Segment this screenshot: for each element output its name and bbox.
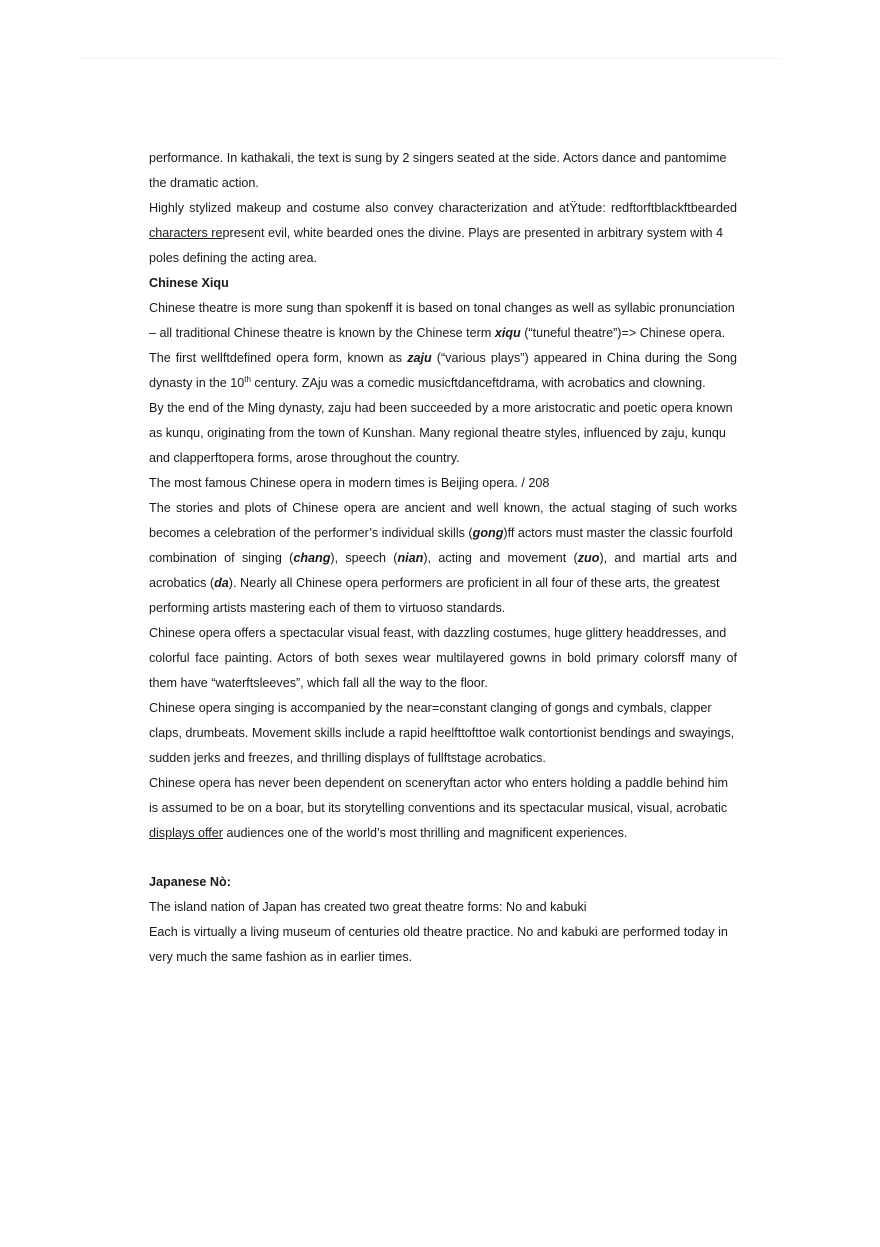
paragraph-line: Chinese opera has never been dependent on sceneryftan actor who enters holding a paddle behind him — [149, 776, 729, 790]
paragraph-line: poles defining the acting area. — [149, 251, 318, 265]
term-emphasis: chang — [293, 551, 331, 565]
paragraph-line: and clapperftopera forms, arose throughout the country. — [149, 451, 460, 465]
paragraph-line: Chinese theatre is more sung than spokenff it is based on tonal changes as well as syllabic pronunciation — [149, 301, 735, 315]
paragraph-line: performing artists mastering each of them to virtuoso standards. — [149, 601, 506, 615]
paragraph-line: very much the same fashion as in earlier times. — [149, 950, 413, 964]
paragraph-line: colorful face painting. Actors of both sexes wear multilayered gowns in bold primary colorsff many of — [149, 651, 737, 665]
paragraph-line: sudden jerks and freezes, and thrilling displays of fullftstage acrobatics. — [149, 751, 546, 765]
paragraph-line: Chinese opera offers a spectacular visual feast, with dazzling costumes, huge glittery headdresses, and — [149, 626, 727, 640]
term-emphasis: zuo — [577, 551, 600, 565]
term-emphasis: da — [214, 576, 229, 590]
paragraph-spacer — [149, 846, 737, 870]
paragraph-line: Chinese opera singing is accompanied by the near=constant clanging of gongs and cymbals, clapper — [149, 701, 712, 715]
paragraph-line: – all traditional Chinese theatre is known by the Chinese term xiqu (“tuneful theatre”)=> Chinese opera. — [149, 326, 726, 340]
document-body — [149, 146, 737, 970]
paragraph-line: becomes a celebration of the performer’s individual skills (gong)ff actors must master the classic fourfold — [149, 526, 733, 540]
paragraph-line: combination of singing (chang), speech (nian), acting and movement (zuo), and martial arts and — [149, 551, 737, 565]
paragraph-line: By the end of the Ming dynasty, zaju had been succeeded by a more aristocratic and poetic opera known — [149, 401, 733, 415]
underlined-text: displays offer — [149, 826, 223, 840]
term-emphasis: xiqu — [494, 326, 521, 340]
paragraph-line: claps, drumbeats. Movement skills include a rapid heelfttofttoe walk contortionist bendings and swayings, — [149, 726, 735, 740]
paragraph-line: Highly stylized makeup and costume also convey characterization and atŸtude: redftorftblackftbearded — [149, 201, 737, 215]
paragraph-line: performance. In kathakali, the text is sung by 2 singers seated at the side. Actors dance and pantomime — [149, 151, 727, 165]
superscript: th — [244, 374, 251, 384]
paragraph-line: The first wellftdefined opera form, known as zaju (“various plays”) appeared in China during the Song — [149, 351, 737, 365]
section-heading-japanese-no: Japanese Nò: — [149, 875, 231, 889]
paragraph-line: the dramatic action. — [149, 176, 259, 190]
header-divider — [80, 58, 780, 59]
paragraph-line: The most famous Chinese opera in modern times is Beijing opera. / 208 — [149, 476, 550, 490]
underlined-text: characters re — [149, 226, 223, 240]
paragraph-line: acrobatics (da). Nearly all Chinese opera performers are proficient in all four of these arts, the greatest — [149, 576, 720, 590]
paragraph-line: The stories and plots of Chinese opera are ancient and well known, the actual staging of such works — [149, 501, 737, 515]
paragraph-line: is assumed to be on a boar, but its storytelling conventions and its spectacular musical, visual, acrobatic — [149, 801, 728, 815]
term-emphasis: nian — [397, 551, 424, 565]
paragraph-line: The island nation of Japan has created two great theatre forms: No and kabuki — [149, 900, 587, 914]
paragraph-line: displays offer audiences one of the world’s most thrilling and magnificent experiences. — [149, 826, 628, 840]
paragraph-line: them have “waterftsleeves”, which fall all the way to the floor. — [149, 676, 488, 690]
section-heading-chinese-xiqu: Chinese Xiqu — [149, 276, 229, 290]
paragraph-line: Each is virtually a living museum of centuries old theatre practice. No and kabuki are performed today in — [149, 925, 728, 939]
paragraph-line: characters represent evil, white bearded ones the divine. Plays are presented in arbitrary system with 4 — [149, 226, 724, 240]
term-emphasis: gong — [472, 526, 504, 540]
paragraph-line: as kunqu, originating from the town of Kunshan. Many regional theatre styles, influenced by zaju, kunqu — [149, 426, 726, 440]
term-emphasis: zaju — [407, 351, 432, 365]
paragraph-line: dynasty in the 10th century. ZAju was a comedic musicftdanceftdrama, with acrobatics and clowning. — [149, 374, 706, 390]
